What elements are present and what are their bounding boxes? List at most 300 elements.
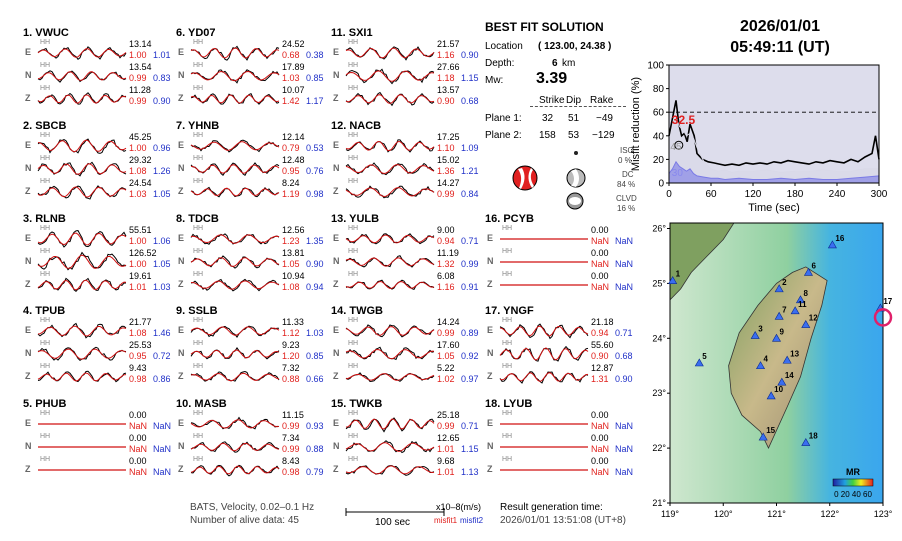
misfit2-value: 0.90: [461, 50, 479, 60]
amplitude-value: 0.00: [591, 248, 609, 258]
component-label: N: [25, 348, 32, 358]
misfit-reduction-chart: [625, 55, 895, 215]
misfit2-value: 0.99: [461, 259, 479, 269]
amplitude-value: 25.18: [437, 410, 460, 420]
component-label: N: [178, 70, 185, 80]
iso-label: ISO: [620, 146, 634, 155]
amplitude-value: 10.94: [282, 271, 305, 281]
observed-trace: [346, 47, 434, 60]
misfit1-value: NaN: [591, 259, 610, 269]
amplitude-value: 0.00: [591, 433, 609, 443]
misfit2-value: 1.09: [461, 143, 479, 153]
misfit2-value: 0.98: [306, 189, 324, 199]
station-number: 13: [790, 349, 800, 359]
channel-label: HH: [40, 62, 51, 69]
waveform-trace: [191, 252, 279, 272]
channel-label: HH: [40, 132, 51, 139]
misfit2-value: 1.21: [461, 166, 479, 176]
scale-label: 100 sec: [375, 517, 411, 528]
channel-label: HH: [502, 248, 513, 255]
station-number: 18: [808, 431, 818, 441]
amplitude-value: 12.65: [437, 433, 460, 443]
amplitude-value: 13.81: [282, 248, 305, 258]
station-map: [640, 215, 895, 525]
station-name: 10. MASB: [176, 398, 227, 410]
waveform-trace: [38, 344, 126, 364]
event-time: 05:49:11 (UT): [730, 39, 830, 56]
waveform-trace: [38, 252, 126, 272]
misfit1-value: 0.90: [437, 96, 455, 106]
amplitude-value: 27.66: [437, 62, 460, 72]
plane1-rake: −49: [596, 113, 613, 124]
channel-label: HH: [193, 271, 204, 278]
channel-label: HH: [40, 225, 51, 232]
x-tick-label: 300: [870, 189, 888, 200]
y-tick-label: 60: [652, 107, 664, 119]
misfit2-value: 1.35: [306, 236, 324, 246]
lat-label: 25°: [652, 278, 666, 289]
misfit2-value: NaN: [153, 421, 172, 431]
channel-label: HH: [40, 248, 51, 255]
amplitude-value: 55.60: [591, 340, 614, 350]
result-label: Result generation time:: [500, 502, 603, 513]
component-label: Z: [333, 464, 339, 474]
amplitude-value: 13.14: [129, 39, 152, 49]
component-label: N: [333, 70, 340, 80]
misfit1-legend: misfit1: [434, 516, 458, 525]
mw-value: 3.39: [536, 70, 568, 87]
waveform-trace: [191, 43, 279, 63]
channel-label: HH: [193, 248, 204, 255]
amplitude-value: 17.89: [282, 62, 305, 72]
station-number: 12: [808, 313, 818, 323]
amplitude-value: 8.24: [282, 178, 300, 188]
component-label: Z: [487, 464, 493, 474]
channel-label: HH: [40, 155, 51, 162]
channel-label: HH: [348, 271, 359, 278]
station-name: 12. NACB: [331, 120, 382, 132]
channel-label: HH: [502, 225, 513, 232]
channel-label: HH: [193, 363, 204, 370]
channel-label: HH: [40, 410, 51, 417]
y-tick-label: 100: [647, 60, 664, 72]
waveform-trace: [191, 460, 279, 480]
misfit1-value: 0.99: [437, 328, 455, 338]
amplitude-value: 8.43: [282, 456, 300, 466]
lon-label: 122°: [820, 509, 840, 519]
channel-label: HH: [348, 456, 359, 463]
channel-label: HH: [193, 225, 204, 232]
station-name: 5. PHUB: [23, 398, 67, 410]
x-axis-label: Time (sec): [748, 202, 800, 214]
channel-label: HH: [502, 456, 513, 463]
synthetic-trace: [191, 142, 279, 150]
channel-label: HH: [193, 62, 204, 69]
component-label: E: [487, 418, 494, 428]
misfit1-value: 1.19: [282, 189, 300, 199]
component-label: Z: [178, 371, 184, 381]
channel-label: HH: [348, 155, 359, 162]
misfit1-value: 1.36: [437, 166, 455, 176]
clvd-ball-icon: [566, 192, 584, 210]
amplitude-value: 24.54: [129, 178, 152, 188]
depth-unit: km: [562, 58, 576, 69]
component-label: Z: [487, 371, 493, 381]
clvd-value: 16 %: [617, 204, 636, 213]
station-name: 1. VWUC: [23, 27, 69, 39]
waveform-trace: [191, 344, 279, 364]
amplitude-value: 17.60: [437, 340, 460, 350]
amplitude-value: 14.24: [437, 317, 460, 327]
amplitude-value: 126.52: [129, 248, 157, 258]
misfit2-value: 0.86: [153, 374, 171, 384]
synthetic-trace: [346, 443, 434, 452]
channel-label: HH: [40, 317, 51, 324]
waveform-trace: [191, 321, 279, 341]
station-name: 14. TWGB: [331, 305, 383, 317]
amplitude-value: 11.15: [282, 410, 304, 420]
lon-label: 119°: [661, 509, 679, 519]
channel-label: HH: [40, 340, 51, 347]
channel-label: HH: [348, 39, 359, 46]
amplitude-value: 14.27: [437, 178, 460, 188]
channel-label: HH: [348, 85, 359, 92]
x-tick-label: 240: [828, 189, 846, 200]
station-number: 6: [811, 261, 816, 271]
mr-legend-ticks: 0 20 40 60: [834, 490, 872, 499]
component-label: E: [333, 47, 340, 57]
station-name: 7. YHNB: [176, 120, 220, 132]
observed-trace: [346, 441, 434, 453]
misfit1-value: 1.03: [282, 73, 300, 83]
lat-label: 23°: [652, 388, 666, 399]
misfit2-value: 0.93: [306, 421, 324, 431]
misfit1-value: NaN: [129, 444, 148, 454]
synthetic-trace: [38, 187, 126, 197]
misfit2-value: 0.96: [153, 143, 171, 153]
misfit1-value: NaN: [591, 421, 610, 431]
misfit1-value: 1.31: [591, 374, 609, 384]
channel-label: HH: [348, 248, 359, 255]
station-number: 15: [766, 426, 776, 436]
synthetic-trace: [38, 349, 126, 359]
synthetic-trace: [346, 142, 434, 151]
observed-trace: [38, 231, 126, 247]
component-label: E: [178, 418, 185, 428]
observed-trace: [38, 162, 126, 175]
misfit1-value: 0.95: [282, 166, 300, 176]
station-name: 3. RLNB: [23, 213, 66, 225]
component-label: E: [25, 325, 32, 335]
plane2-strike: 158: [539, 130, 556, 141]
station-name: 8. TDCB: [176, 213, 219, 225]
station-number: 17: [883, 297, 893, 307]
channel-label: HH: [502, 317, 513, 324]
waveform-trace: [191, 414, 279, 434]
observed-trace: [38, 324, 126, 338]
misfit1-value: 1.16: [437, 50, 455, 60]
component-label: Z: [333, 186, 339, 196]
waveform-trace: [38, 414, 126, 434]
misfit2-value: 0.79: [306, 467, 324, 477]
misfit1-value: 0.68: [282, 50, 300, 60]
misfit2-legend: misfit2: [460, 516, 484, 525]
misfit2-value: 0.89: [461, 328, 479, 338]
component-label: E: [333, 418, 340, 428]
col-rake: Rake: [590, 95, 614, 106]
station-name: 11. SXI1: [331, 27, 373, 39]
misfit2-value: 0.71: [461, 236, 479, 246]
waveform-trace: [38, 275, 126, 295]
synthetic-trace: [191, 165, 279, 174]
annotation-label: 30: [671, 167, 683, 179]
x-tick-label: 0: [666, 189, 672, 200]
misfit2-value: 1.15: [461, 73, 479, 83]
channel-label: HH: [348, 178, 359, 185]
event-date: 2026/01/01: [739, 18, 821, 35]
amplitude-value: 0.00: [129, 456, 147, 466]
misfit1-value: 0.95: [129, 351, 147, 361]
component-label: E: [487, 233, 494, 243]
misfit1-value: 1.08: [129, 166, 147, 176]
station-number: 1: [675, 269, 681, 279]
misfit2-value: 0.71: [615, 328, 633, 338]
footer-line1: BATS, Velocity, 0.02–0.1 Hz: [190, 502, 315, 513]
waveform-trace: [38, 437, 126, 457]
amplitude-value: 9.68: [437, 456, 455, 466]
component-label: Z: [333, 93, 339, 103]
misfit1-value: 0.99: [282, 421, 300, 431]
misfit1-value: 1.01: [129, 282, 147, 292]
component-label: N: [333, 256, 340, 266]
waveform-trace: [346, 229, 434, 249]
misfit2-value: NaN: [615, 421, 634, 431]
mr-color-bar: [833, 479, 873, 486]
station-number: 8: [803, 288, 808, 298]
misfit1-value: NaN: [129, 421, 148, 431]
misfit1-value: NaN: [591, 444, 610, 454]
synthetic-trace: [38, 280, 126, 290]
col-strike: Strike: [539, 95, 565, 106]
misfit2-value: 0.71: [461, 421, 479, 431]
location-label: Location: [485, 41, 523, 52]
misfit2-value: 1.06: [153, 236, 171, 246]
component-label: Z: [25, 371, 31, 381]
misfit2-value: NaN: [153, 467, 172, 477]
component-label: Z: [25, 279, 31, 289]
waveform-trace: [191, 66, 279, 86]
waveform-trace: [346, 321, 434, 341]
waveform-trace: [346, 275, 434, 295]
iso-value: 0 %: [618, 156, 632, 165]
misfit2-value: 0.97: [461, 374, 479, 384]
misfit2-value: NaN: [615, 467, 634, 477]
amplitude-value: 12.56: [282, 225, 305, 235]
misfit2-value: NaN: [615, 259, 634, 269]
iso-ball-icon: [573, 150, 579, 156]
y-axis-label: Misfit reduction (%): [630, 76, 642, 172]
col-dip: Dip: [566, 95, 582, 106]
amplitude-value: 0.00: [129, 433, 147, 443]
observed-trace: [191, 418, 279, 429]
y-tick-label: 0: [658, 178, 664, 190]
component-label: Z: [333, 371, 339, 381]
misfit2-value: 0.66: [306, 374, 324, 384]
misfit2-value: 1.46: [153, 328, 171, 338]
channel-label: HH: [193, 178, 204, 185]
station-number: 2: [782, 277, 787, 287]
channel-label: HH: [193, 410, 204, 417]
lon-label: 120°: [713, 509, 733, 519]
amplitude-value: 0.00: [591, 225, 609, 235]
misfit1-value: 1.01: [437, 467, 455, 477]
misfit1-value: 1.16: [437, 282, 455, 292]
channel-label: HH: [193, 39, 204, 46]
plane2-label: Plane 2:: [485, 130, 522, 141]
misfit1-value: 1.03: [129, 189, 147, 199]
solution-title: BEST FIT SOLUTION: [485, 20, 604, 34]
location-value: ( 123.00, 24.38 ): [538, 41, 612, 52]
amplitude-value: 17.25: [437, 132, 460, 142]
x-tick-label: 60: [705, 189, 717, 200]
synthetic-trace: [191, 235, 279, 244]
waveform-trace: [346, 437, 434, 457]
waveform-trace: [500, 437, 588, 457]
misfit2-value: 0.85: [306, 73, 324, 83]
amplitude-value: 21.77: [129, 317, 152, 327]
station-name: 6. YD07: [176, 27, 216, 39]
amplitude-value: 9.23: [282, 340, 300, 350]
station-number: 5: [702, 352, 707, 361]
waveform-trace: [38, 460, 126, 480]
waveform-trace: [346, 182, 434, 202]
component-label: E: [25, 140, 32, 150]
x-tick-label: 180: [786, 189, 804, 200]
station-name: 16. PCYB: [485, 213, 534, 225]
waveform-trace: [38, 89, 126, 109]
misfit2-value: 1.05: [153, 259, 171, 269]
waveform-trace: [500, 460, 588, 480]
channel-label: HH: [40, 85, 51, 92]
misfit2-value: 0.38: [306, 50, 324, 60]
waveform-trace: [38, 229, 126, 249]
station-name: 17. YNGF: [485, 305, 534, 317]
misfit1-value: NaN: [591, 282, 610, 292]
channel-label: HH: [502, 340, 513, 347]
waveform-trace: [38, 367, 126, 387]
misfit2-value: 0.72: [153, 351, 171, 361]
misfit1-value: 0.88: [282, 374, 300, 384]
misfit1-value: 0.99: [437, 421, 455, 431]
synthetic-trace: [38, 373, 126, 381]
depth-value: 6: [552, 58, 558, 69]
component-label: E: [178, 140, 185, 150]
y-tick-label: 40: [652, 131, 664, 143]
component-label: N: [333, 163, 340, 173]
station-number: 7: [782, 305, 787, 315]
misfit2-value: 0.83: [153, 73, 171, 83]
waveform-trace: [346, 89, 434, 109]
amplitude-value: 11.19: [437, 248, 459, 258]
amplitude-value: 9.43: [129, 363, 147, 373]
observed-trace: [346, 186, 434, 198]
amplitude-value: 13.57: [437, 85, 460, 95]
waveform-trace: [346, 367, 434, 387]
channel-label: HH: [348, 62, 359, 69]
lon-label: 123°: [873, 509, 893, 519]
dc-value: 84 %: [617, 180, 636, 189]
component-label: Z: [178, 93, 184, 103]
component-label: N: [178, 441, 185, 451]
misfit2-value: 0.92: [461, 351, 479, 361]
waveform-trace: [191, 89, 279, 109]
station-number: 11: [798, 299, 807, 309]
waveform-trace: [191, 159, 279, 179]
amplitude-value: 21.57: [437, 39, 460, 49]
waveform-trace: [500, 367, 588, 387]
amplitude-value: 45.25: [129, 132, 152, 142]
misfit1-value: 1.08: [282, 282, 300, 292]
synthetic-trace: [191, 373, 279, 381]
lon-label: 121°: [767, 509, 786, 519]
component-label: Z: [25, 464, 31, 474]
amplitude-value: 29.32: [129, 155, 152, 165]
mw-label: Mw:: [485, 75, 504, 86]
component-label: N: [178, 163, 185, 173]
observed-trace: [346, 418, 434, 432]
lat-label: 26°: [652, 223, 666, 234]
synthetic-trace: [191, 188, 279, 196]
component-label: N: [178, 348, 185, 358]
amplitude-value: 0.00: [129, 410, 147, 420]
component-label: N: [333, 348, 340, 358]
observed-trace: [346, 234, 434, 244]
observed-trace: [346, 69, 434, 83]
channel-label: HH: [193, 433, 204, 440]
misfit1-value: 1.05: [282, 259, 300, 269]
misfit2-value: NaN: [615, 282, 634, 292]
misfit1-value: 1.00: [129, 50, 147, 60]
misfit1-value: 0.79: [282, 143, 300, 153]
channel-label: HH: [502, 410, 513, 417]
misfit2-value: 0.76: [306, 166, 324, 176]
waveform-trace: [346, 66, 434, 86]
component-label: E: [333, 140, 340, 150]
synthetic-trace: [191, 281, 279, 289]
waveform-trace: [191, 136, 279, 156]
component-label: E: [178, 325, 185, 335]
plane1-dip: 51: [568, 113, 580, 124]
synthetic-trace: [38, 140, 126, 152]
time-scale-bar: [345, 508, 445, 516]
channel-label: HH: [348, 225, 359, 232]
waveform-trace: [191, 229, 279, 249]
misfit1-value: NaN: [129, 467, 148, 477]
misfit1-value: 1.20: [282, 351, 300, 361]
component-label: E: [178, 47, 185, 57]
misfit2-value: 0.68: [461, 96, 479, 106]
misfit2-value: 0.90: [153, 96, 171, 106]
waveform-trace: [500, 229, 588, 249]
component-label: E: [333, 233, 340, 243]
amplitude-value: 13.54: [129, 62, 152, 72]
component-label: N: [487, 348, 494, 358]
lat-label: 22°: [652, 443, 666, 454]
station-name: 13. YULB: [331, 213, 380, 225]
misfit1-value: 1.42: [282, 96, 300, 106]
channel-label: HH: [40, 39, 51, 46]
misfit2-value: 1.03: [153, 282, 171, 292]
